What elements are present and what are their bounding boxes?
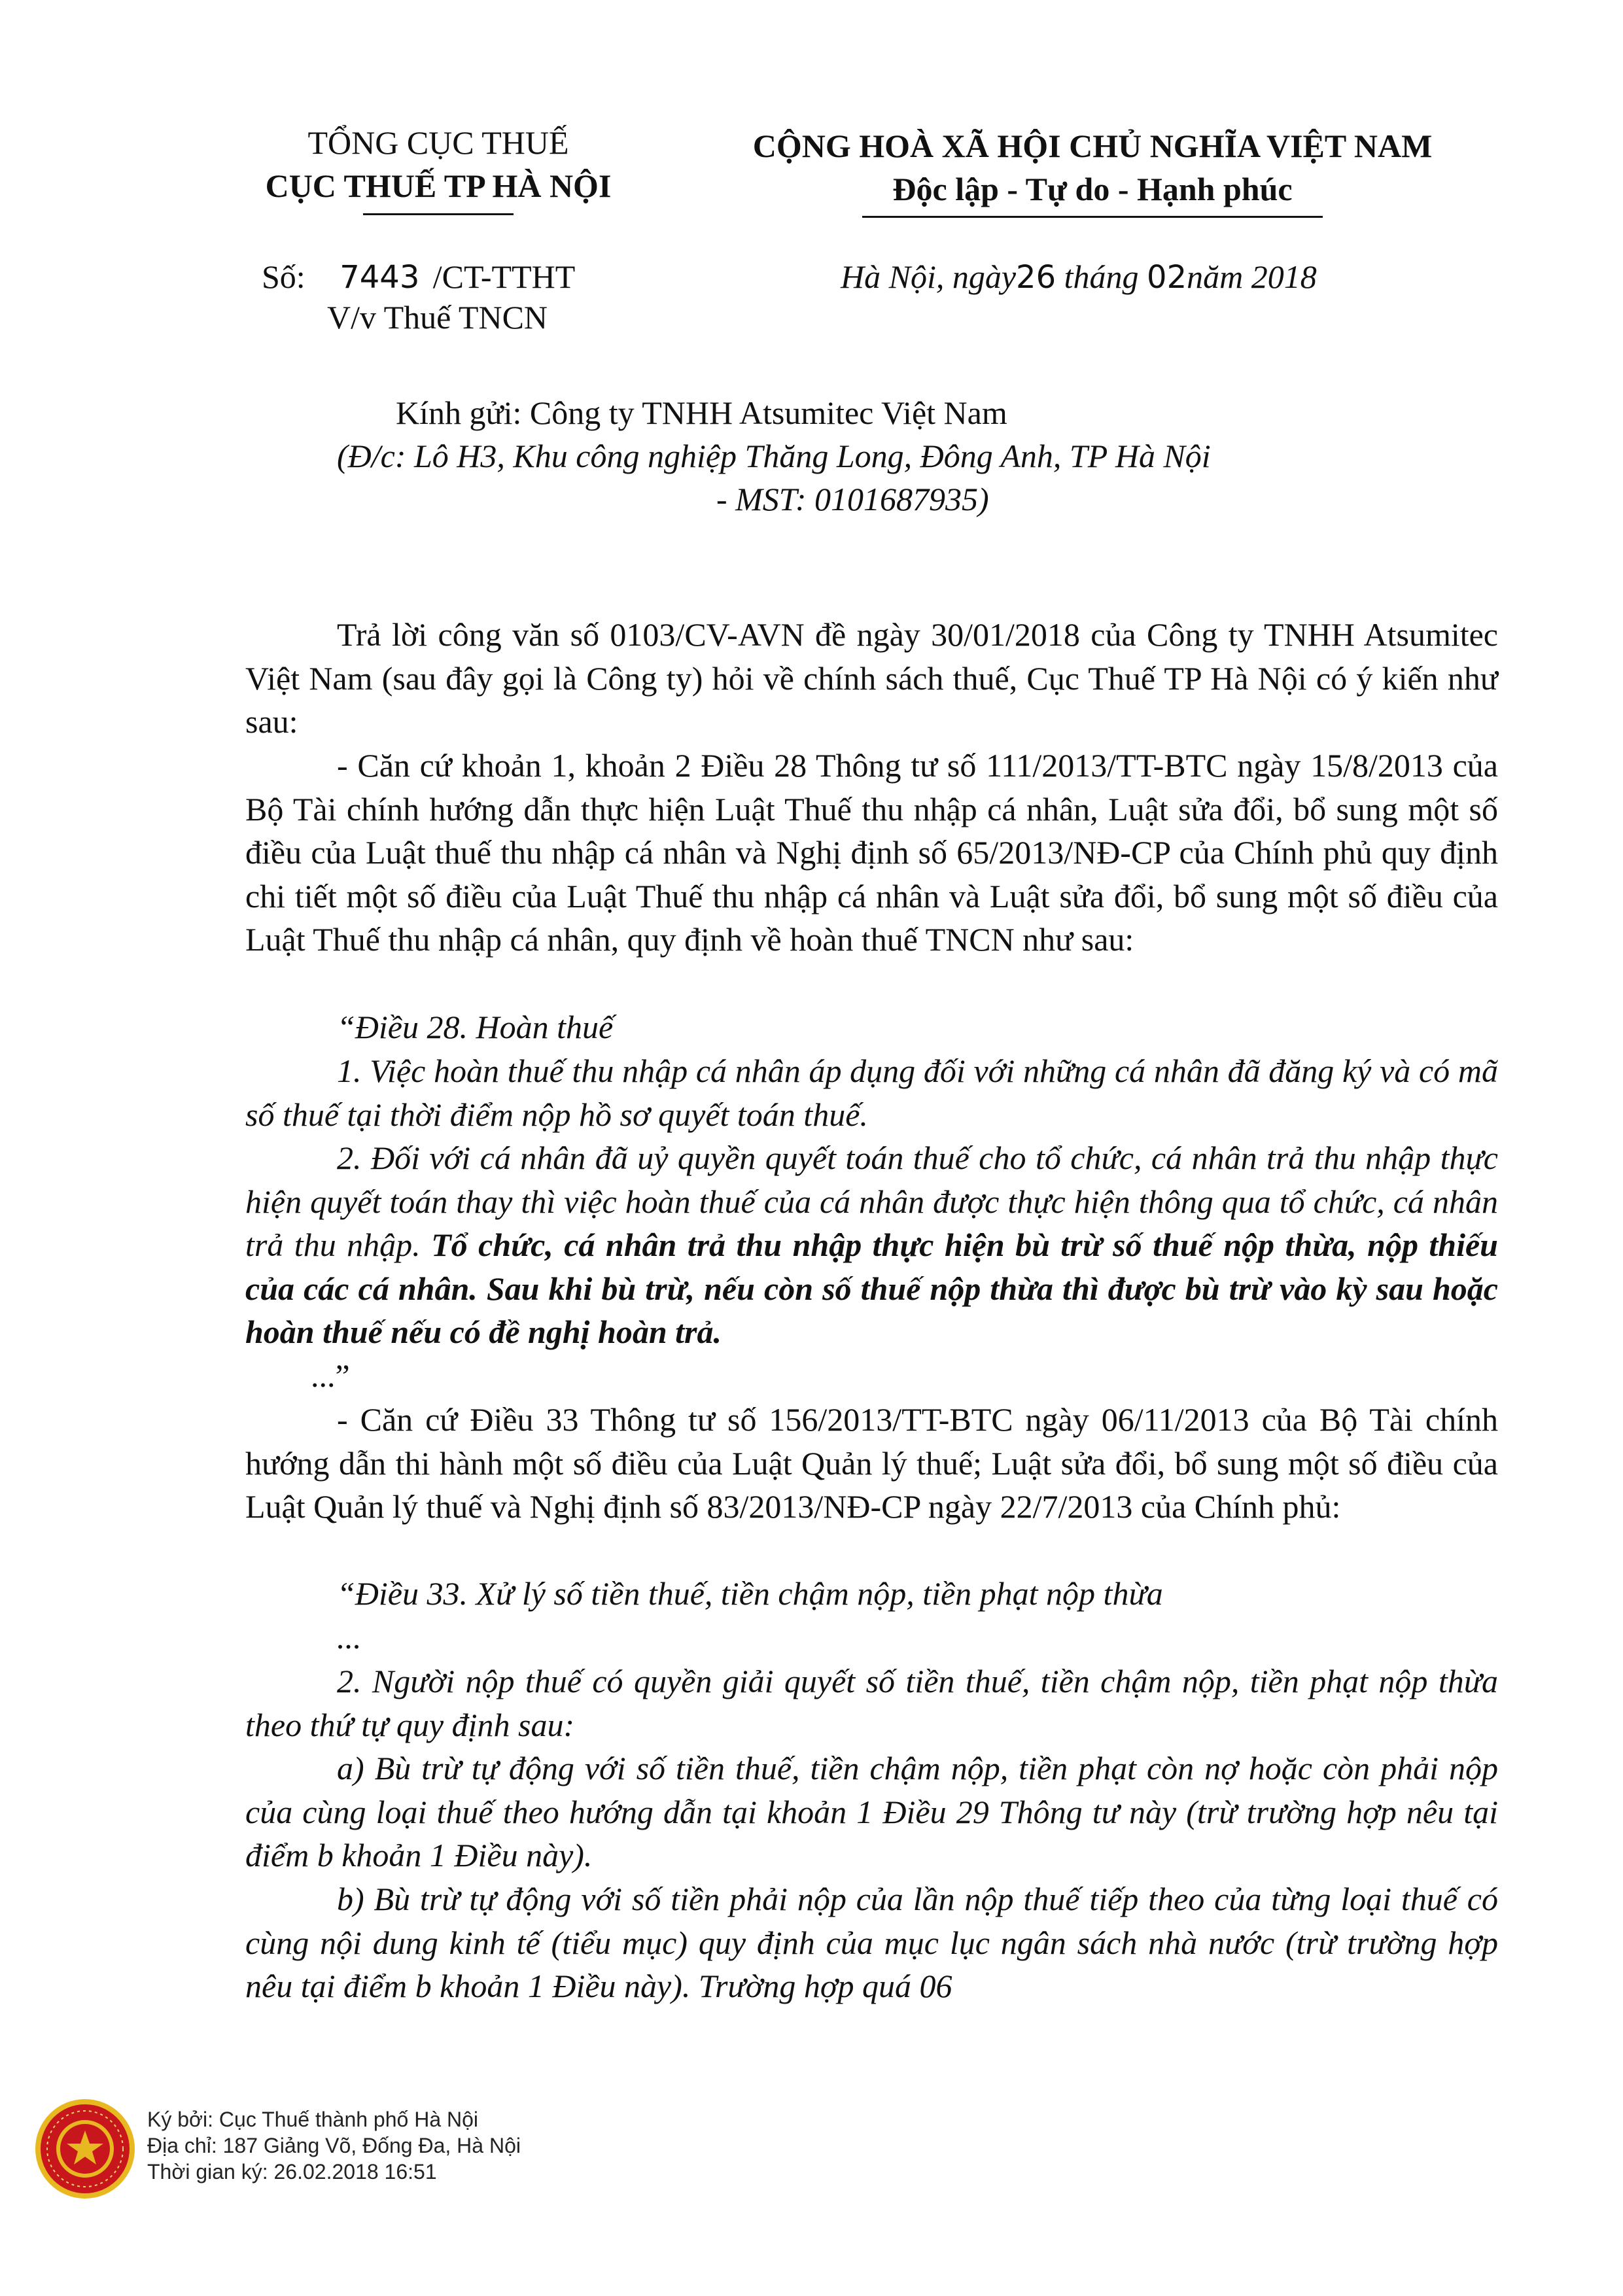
agency-block [216,121,661,207]
date-month-label: tháng [1064,258,1139,295]
date-line [841,255,1495,299]
nation-block [707,124,1478,211]
doc-number-handwritten: 7443 [340,259,420,296]
quote-1-item-1: 1. Việc hoàn thuế thu nhập cá nhân áp dụng đối với những cá nhân đã đăng ký và có mã số thuế tại thời điểm nộp hồ sơ quyết toán thuế. [245,1052,1498,1133]
quote-1-item-2 [245,1136,1498,1354]
quote-1-item-2-text: 2. Đối với cá nhân đã uỷ quyền quyết toán thuế cho tổ chức, cá nhân trả thu nhập thực hiện quyết toán thay thì việc hoàn thuế của cá nhân được thực hiện thông qua tổ chức, cá nhân trả thu nhập. [245,1139,1498,1264]
doc-number-label: Số: [262,258,305,295]
subject-line: V/v Thuế TNCN [327,299,548,336]
recipient-line-1: Kính gửi: Công ty TNHH Atsumitec Việt Nam [396,394,1007,431]
recipient-line-2: (Đ/c: Lô H3, Khu công nghiệp Thăng Long, Đông Anh, TP Hà Nội [337,438,1211,474]
quote-2-item-2: 2. Người nộp thuế có quyền giải quyết số tiền thuế, tiền chậm nộp, tiền phạt nộp thừa theo thứ tự quy định sau: [245,1663,1498,1743]
agency-name: CỤC THUẾ TP HÀ NỘI [265,167,612,204]
seal-emblem-icon [33,2096,137,2201]
date-year: năm 2018 [1187,258,1317,295]
digital-signature-info [147,2106,736,2185]
signed-by: Ký bởi: Cục Thuế thành phố Hà Nội [147,2108,479,2131]
quote-1-title: “Điều 28. Hoàn thuế [337,1009,614,1045]
agency-underline [363,213,514,215]
motto-underline [862,216,1323,218]
quote-1-end: ...” [311,1357,350,1394]
paragraph-basis-article-33: - Căn cứ Điều 33 Thông tư số 156/2013/TT-BTC ngày 06/11/2013 của Bộ Tài chính hướng dẫn thi hành một số điều của Luật Quản lý thuế; Luật sửa đổi, bổ sung một số điều của Luật Quản lý thuế và Nghị định số 83/2013/NĐ-CP ngày 22/7/2013 của Chính phủ: [245,1401,1498,1525]
date-place: Hà Nội, ngày [841,258,1017,295]
doc-number-line [262,255,720,299]
official-seal [33,2096,137,2201]
signing-time: Thời gian ký: 26.02.2018 16:51 [147,2160,437,2183]
paragraph-basis-article-28: - Căn cứ khoản 1, khoản 2 Điều 28 Thông tư số 111/2013/TT-BTC ngày 15/8/2013 của Bộ Tài chính hướng dẫn thực hiện Luật Thuế thu nhập cá nhân, Luật sửa đổi, bổ sung một số điều của Luật thuế thu nhập cá nhân và Nghị định số 65/2013/NĐ-CP của Chính phủ quy định chi tiết một số điều của Luật Thuế thu nhập cá nhân và Luật sửa đổi, bổ sung một số điều của Luật Thuế thu nhập cá nhân, quy định về hoàn thuế TNCN như sau: [245,747,1498,958]
doc-number-suffix: /CT-TTHT [432,258,576,295]
date-month: 02 [1147,259,1187,296]
quote-1-item-2-emphasis: Tổ chức, cá nhân trả thu nhập thực hiện bù trừ số thuế nộp thừa, nộp thiếu của các cá nhân. Sau khi bù trừ, nếu còn số thuế nộp thừa thì được bù trừ vào kỳ sau hoặc hoàn thuế nếu có đề nghị hoàn trả. [245,1226,1498,1351]
signer-address: Địa chỉ: 187 Giảng Võ, Đống Đa, Hà Nội [147,2134,521,2157]
nation-title: CỘNG HOÀ XÃ HỘI CHỦ NGHĨA VIỆT NAM [752,128,1433,164]
paragraph-reply: Trả lời công văn số 0103/CV-AVN đề ngày 30/01/2018 của Công ty TNHH Atsumitec Việt Nam (sau đây gọi là Công ty) hỏi về chính sách thuế, Cục Thuế TP Hà Nội có ý kiến như sau: [245,616,1498,740]
quote-2-dots: ... [337,1619,362,1656]
quote-2-title: “Điều 33. Xử lý số tiền thuế, tiền chậm nộp, tiền phạt nộp thừa [337,1575,1163,1612]
agency-parent: TỔNG CỤC THUẾ [307,124,569,161]
date-day: 26 [1016,259,1056,296]
recipient-line-3: - MST: 0101687935) [716,481,989,517]
quote-2-point-b: b) Bù trừ tự động với số tiền phải nộp của lần nộp thuế tiếp theo của từng loại thuế có cùng nội dung kinh tế (tiểu mục) quy định của mục lục ngân sách nhà nước (trừ trường hợp nêu tại điểm b khoản 1 Điều này). Trường hợp quá 06 [245,1881,1498,2005]
motto: Độc lập - Tự do - Hạnh phúc [892,171,1293,207]
quote-2-point-a: a) Bù trừ tự động với số tiền thuế, tiền chậm nộp, tiền phạt còn nợ hoặc còn phải nộp của cùng loại thuế theo hướng dẫn tại khoản 1 Điều 29 Thông tư này (trừ trường hợp nêu tại điểm b khoản 1 Điều này). [245,1750,1498,1874]
